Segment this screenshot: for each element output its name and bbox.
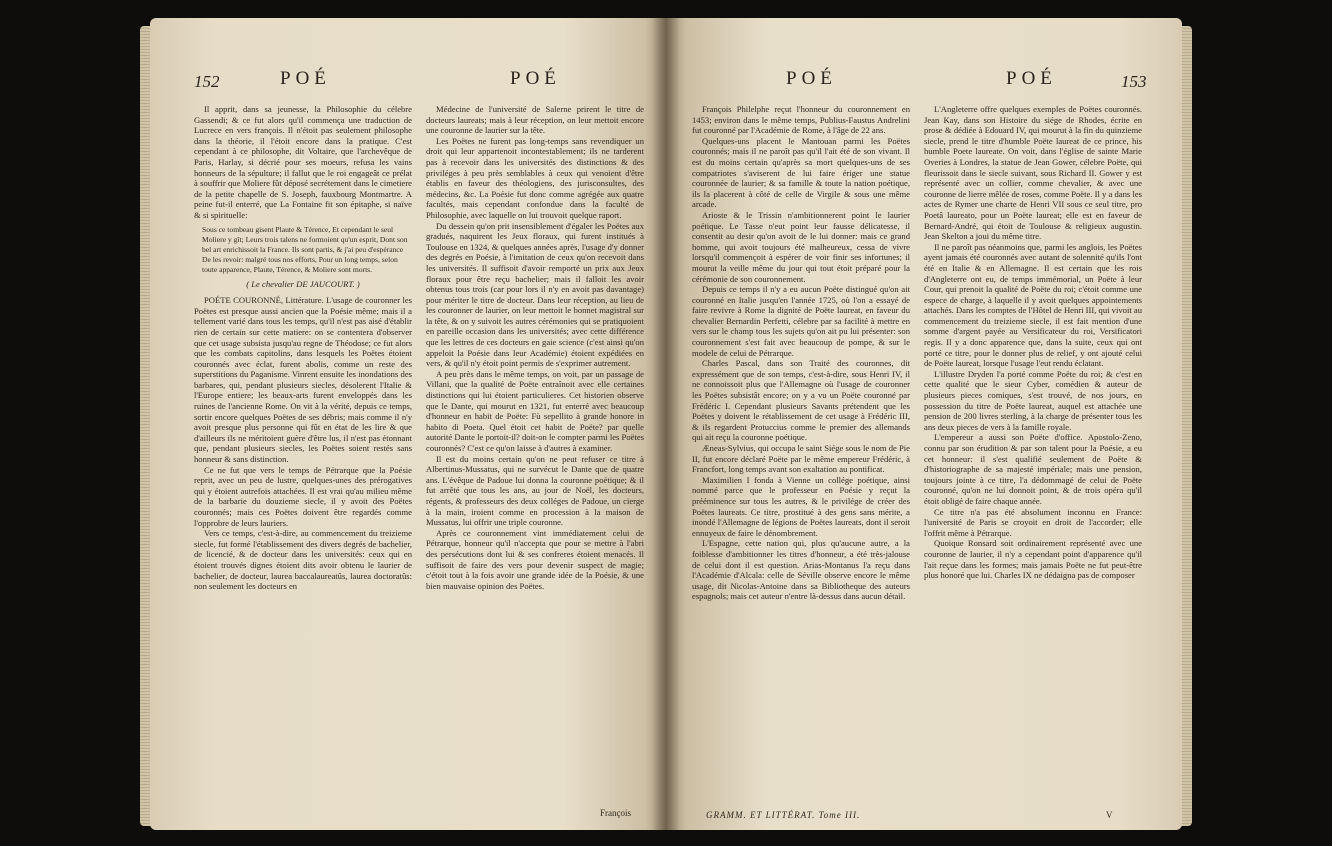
paragraph: Ce ne fut que vers le temps de Pétrarque que la Poésie reprit, avec un peu de lustre, quelques-unes des prérogatives qui y étoient autrefois attachées. Il est vrai qu'au milieu même de la barbarie du douzieme siecle, il y avoit des Poëtes couronnés; mais ces Poëtes doivent être regardés comme l'opprobre de leurs lauriers. <box>194 464 412 528</box>
paragraph: Quoique Ronsard soit ordinairement représenté avec une couronne de laurier, il n'y a cependant point d'apparence qu'il l'ait reçue dans les formes; mais jamais Poëte ne fut peut-être plus honoré que lui. Charles IX ne dédaigna pas de composer <box>924 538 1142 581</box>
paragraph: Du dessein qu'on prit insensiblement d'égaler les Poëtes aux gradués, naquirent les Jeux floraux, qui furent institués à Toulouse en 1324, & quelques années après, l'usage d'y donner des degrés en Poésie, à l'imitation de ceux qu'on recevoit dans les universités. Il suffisoit d'avoir remporté un prix aux Jeux floraux pour être reçu bachelier; mais il falloit les avoir obtenus tous trois (car pour lors il n'y en avoit pas davantage) pour mériter le titre de docteur. Dans leur réception, au lieu de les couronner de laurier, on leur mettoit le bonnet magistral sur la tête, & on y suivoit les autres cérémonies qui se pratiquoient en pareille occasion dans les universités; avec cette différence que les lettres de ces docteurs en gaie science (c'est ainsi qu'on appeloit la Poésie dans leur Académie) étoient expédiées en vers, & qu'il n'y étoit point permis de s'exprimer autrement. <box>426 220 644 369</box>
book-gutter <box>652 18 680 830</box>
paragraph: L'empereur a aussi son Poëte d'office. Apostolo-Zeno, connu par son érudition & par son talent pour la Poésie, a eu cet honneur: il s'est qualifié seulement de Poëte & d'historiographe de sa majesté impériale; mais une pension, toujours jointe à ce titre, l'a dédommagé de celui de Poëte couronné, qu'on ne lui donnoit point, & de trois opéra qu'il étoit obligé de faire chaque année. <box>924 432 1142 506</box>
left-header-left: POÉ <box>280 68 331 89</box>
left-column-2 <box>426 104 644 591</box>
paragraph: L'Espagne, cette nation qui, plus qu'aucune autre, a la foiblesse d'ambitionner les titres d'honneur, a été très-jalouse de celui dont il est question. Arias-Montanus l'a reçu dans l'Académie d'Alcala: celle de Séville observe encore le même usage, dit Nicolas-Antoine dans sa Bibliotheque des auteurs espagnols; mais cet auteur n'entre là-dessus dans aucun détail. <box>692 538 910 602</box>
paragraph: POÉTE COURONNÉ, Littérature. L'usage de couronner les Poëtes est presque aussi ancien que la Poésie même; mais il a tellement varié dans tous les temps, qu'il n'est pas aisé d'établir rien de certain sur cette matiere: on se contentera d'observer que cet usage subsista jusqu'au regne de Théodose; ce fut alors que les combats capitolins, dans lesquels les Poëtes étoient couronnés avec éclat, furent abolis, comme un reste des superstitions du Paganisme. Vinrent ensuite les inondations des barbares, qui, pendant plusieurs siecles, désolerent l'Italie & l'Europe entiere; les beaux-arts furent enveloppés dans les ruines de l'ancienne Rome. On vit à la vérité, depuis ce temps, sortir encore quelques Poëtes de ses débris; mais comme il n'y avoit presque plus personne qui fût en état de les lire & que d'ailleurs ils ne méritoient guère d'être lus, il n'est pas étonnant que, pendant plusieurs siecles, les Poëtes soient restés sans honneur & sans distinction. <box>194 295 412 465</box>
right-header-right: POÉ <box>1006 68 1057 89</box>
left-page <box>150 18 666 830</box>
paragraph: Charles Pascal, dans son Traité des couronnes, dit expressément que de son temps, c'est-à-dire, sous Henri IV, il ne connoissoit plus que l'Allemagne où l'usage de couronner les Poëtes subsistât encore; on y a vu un Poëte couronné par Frédéric I. Cependant plusieurs Savants prétendent que les Poëtes y doivent le rétablissement de cet usage à Frédéric III, & ils regardent Protuccius comme le premier des allemands qui ait reçu la couronne poétique. <box>692 358 910 443</box>
right-column-2 <box>924 104 1142 581</box>
paragraph: François Philelphe reçut l'honneur du couronnement en 1453; environ dans le même temps, Publius-Faustus Andrelini fut couronné par l'Académie de Rome, à l'âge de 22 ans. <box>692 104 910 136</box>
paragraph: Après ce couronnement vint immédiatement celui de Pétrarque, honneur qu'il n'accepta que pour se mettre à l'abri des persécutions dont lui & ses confreres étoient menacés. Il suffisoit de faire des vers pour devenir suspect de magie; c'étoit tout à la fois avoir une grande idée de la Poésie, & une bien mauvaise opinion des Poëtes. <box>426 527 644 591</box>
paragraph: L'Angleterre offre quelques exemples de Poëtes couronnés. Jean Kay, dans son Histoire du siége de Rhodes, écrite en prose & dédiée à Edouard IV, qui mourut à la fin du quinzieme siecle, prend le titre d'humble Poëte laureat de ce prince, his humble Poete laureate. On voit, dans l'église de sainte Marie Overies à Londres, la statue de Jean Gower, célebre Poëte, qui fleurissoit dans le siecle suivant, sous Richard II. Gower y est représenté avec un collier, comme chevalier, & avec une couronne de lierre mêlée de roses, comme Poëte. Il y a dans les actes de Rymer une charte de Henri VII sous ce seul titre, pro Poetâ laureato, pour un Poëte laureat; elle est en faveur de Bernard-André, qui étoit de Toulouse & religieux augustin. Jean Skelton a joui du même titre. <box>924 104 1142 242</box>
epitaph-poem: Sous ce tombeau gisent Plaute & Térence, Et cependant le seul Moliere y gît; Leurs trois talens ne formoient qu'un esprit, Dont son bel art enrichissoit la France. Ils sont partis, & j'ai peu d'espérance De les revoir: malgré tous nos efforts, Pour un long temps, selon toute apparence, Plaute, Térence, & Moliere sont morts. <box>202 224 408 274</box>
right-page-number: 153 <box>1121 72 1147 91</box>
paragraph: L'illustre Dryden l'a porté comme Poëte du roi; & c'est en cette qualité que le sieur Cyber, comédien & auteur de plusieurs pieces comiques, s'est trouvé, de nos jours, en possession du titre de Poëte laureat, auquel est attachée une pension de 200 livres sterling, à la charge de présenter tous les ans deux pieces de vers à la famille royale. <box>924 368 1142 432</box>
paragraph: Les Poëtes ne furent pas long-temps sans revendiquer un droit qui leur appartenoit incontestablement; ils ne tarderent pas à recevoir dans les universités des distinctions & des priviléges à peu près semblables à ceux qui venoient d'être établis en faveur des théologiens, des jurisconsultes, des médecins, &c. La Poésie fut donc comme agrégée aux quatre facultés, mais cependant confondue dans la faculté de Philosophie, avec laquelle on lui trouvoit quelque raport. <box>426 135 644 220</box>
left-column-1 <box>194 104 412 592</box>
left-catchword: François <box>600 808 631 818</box>
paragraph: Il est du moins certain qu'on ne peut refuser ce titre à Albertinus-Mussatus, qui ne survécut le Dante que de quatre ans. L'évêque de Padoue lui donna la couronne poétique; & il fut arrêté que tous les ans, au jour de Noël, les docteurs, régents, & professeurs des deux colléges de Padoue, un cierge à la main, iroient comme en procession à la maison de Mussatus, lui offrir une triple couronne. <box>426 453 644 528</box>
left-page-number: 152 <box>194 72 220 91</box>
paragraph: Il ne paroît pas néanmoins que, parmi les anglois, les Poëtes ayent jamais été couronnés avec autant de solennité qu'ils l'ont été en Italie & en Allemagne. Il est certain que les rois d'Angleterre ont eu, de temps immémorial, un Poëte à leur Cour, qui prenoit la qualité de Poëte du roi; c'étoit comme une espece de charge, à laquelle il y avoit quelques appointements attachés. Dans les comptes de l'Hôtel de Henri III, qui vivoit au commencement du treizieme siecle, il est fait mention d'une somme d'argent payée au Versificateur du roi, Versificatori regis. Il y a donc apparence que, dans la suite, ceux qui ont porté ce titre, pour le donner plus de relief, y ont ajouté celui de Poëte laureat, lorsque l'usage l'eut rendu éclatant. <box>924 241 1142 369</box>
paragraph: Æneas-Sylvius, qui occupa le saint Siége sous le nom de Pie II, fut encore déclaré Poëte par le même empereur Frédéric, à Francfort, long temps avant son exaltation au pontificat. <box>692 443 910 475</box>
right-header-left: POÉ <box>786 68 837 89</box>
paragraph: Maximilien I fonda à Vienne un collége poétique, ainsi nommé parce que le professeur en Poésie y reçut la prééminence sur tous les autres, & le privilége de créer des Poëtes laureats. Ce titre, prostitué à des gens sans mérite, a inondé l'Allemagne de légions de Poëtes laureats, dont il seroit ennuyeux de faire le dénombrement. <box>692 474 910 538</box>
footer-signature: GRAMM. ET LITTÉRAT. Tome III. <box>706 810 861 820</box>
paragraph: A peu près dans le même temps, on voit, par un passage de Villani, que la qualité de Poëte entraînoit avec elle certaines distinctions qui lui étoient particulieres. Cet historien observe que le Dante, qui mourut en 1321, fut enterré avec beaucoup d'honneur en habit de Poëte: Fù sepellito à grande honore in habito di Poeta. Quel étoit cet habit de Poëte? par quelle autorité Dante le portoit-il? doit-on le compter parmi les Poëtes couronnés? C'est ce qu'on laisse à d'autres à examiner. <box>426 368 644 453</box>
paragraph: Médecine de l'université de Salerne prirent le titre de docteurs laureats; mais à leur réception, on leur mettoit encore une couronne de laurier sur la tête. <box>426 104 644 136</box>
paragraph: Depuis ce temps il n'y a eu aucun Poëte distingué qu'on ait couronné en Italie jusqu'en l'année 1725, où l'on a essayé de faire revivre à Rome la dignité de Poëte laureat, en faveur du chevalier Bernardin Perfetti, célebre par sa facilité à mettre en vers sur le champ tous les sujets qu'on ait pu lui présenter: son couronnement s'est fait avec beaucoup de pompe, & sur le modele de celui de Pétrarque. <box>692 284 910 358</box>
paragraph: Vers ce temps, c'est-à-dire, au commencement du treizieme siecle, fut formé l'établissement des divers degrés de bachelier, de licencié, & de docteur dans les universités: ceux qui en étoient trouvés dignes étoient dits avoir obtenu le laurier de bachelier, de docteur, laurea baccalaureatûs, laurea doctoratûs: non seulement les docteurs en <box>194 528 412 592</box>
right-catchword: V <box>1106 810 1113 820</box>
right-column-1 <box>692 104 910 602</box>
paragraph: Quelques-uns placent le Mantouan parmi les Poëtes couronnés; mais il ne paroît pas qu'il l'ait été de son vivant. Il est du moins certain qu'après sa mort quelques-uns de ses compatriotes s'aviserent de lui faire ériger une statue couronnée de laurier; & sa famille & toute la nation poétique, ils la placerent à côté de celle de Virgile & sous une même arcade. <box>692 135 910 210</box>
paragraph: Il apprit, dans sa jeunesse, la Philosophie du célebre Gassendi; & ce fut alors qu'il commença une traduction de Lucrece en vers françois. Il n'étoit pas seulement philosophe dans la théorie, il l'étoit encore dans la pratique. C'est cependant à ce philosophe, dit Voltaire, que l'archevêque de Paris, Harlay, si décrié pour ses moeurs, refusa les vains honneurs de la sépulture; il fallut que le roi engageât ce prélat à souffrir que Moliere fût déposé secrétement dans le cimetiere de la petite chapelle de S. Joseph, fauxbourg Montmartre. A peine fut-il enterré, que La Fontaine fit son épitaphe, si naïve & si spirituelle: <box>194 104 412 220</box>
paragraph: Arioste & le Trissin n'ambitionnerent point le laurier poétique. Le Tasse n'eut point leur fausse délicatesse, il consentit au desir qu'on avoit de le lui donner: mais ce grand homme, qui avoit toujours été malheureux, cessa de vivre lorsqu'il commençoit à espérer de voir finir ses infortunes; il mourut la veille même du jour qui tout étoit préparé pour la cérémonie de son couronnement. <box>692 209 910 284</box>
signature: ( Le chevalier DE JAUCOURT. ) <box>246 278 360 289</box>
right-page <box>666 18 1182 830</box>
left-header-right: POÉ <box>510 68 561 89</box>
paragraph: Ce titre n'a pas été absolument inconnu en France: l'université de Paris se croyoit en droit de l'accorder; elle l'offrit même à Pétrarque. <box>924 506 1142 538</box>
